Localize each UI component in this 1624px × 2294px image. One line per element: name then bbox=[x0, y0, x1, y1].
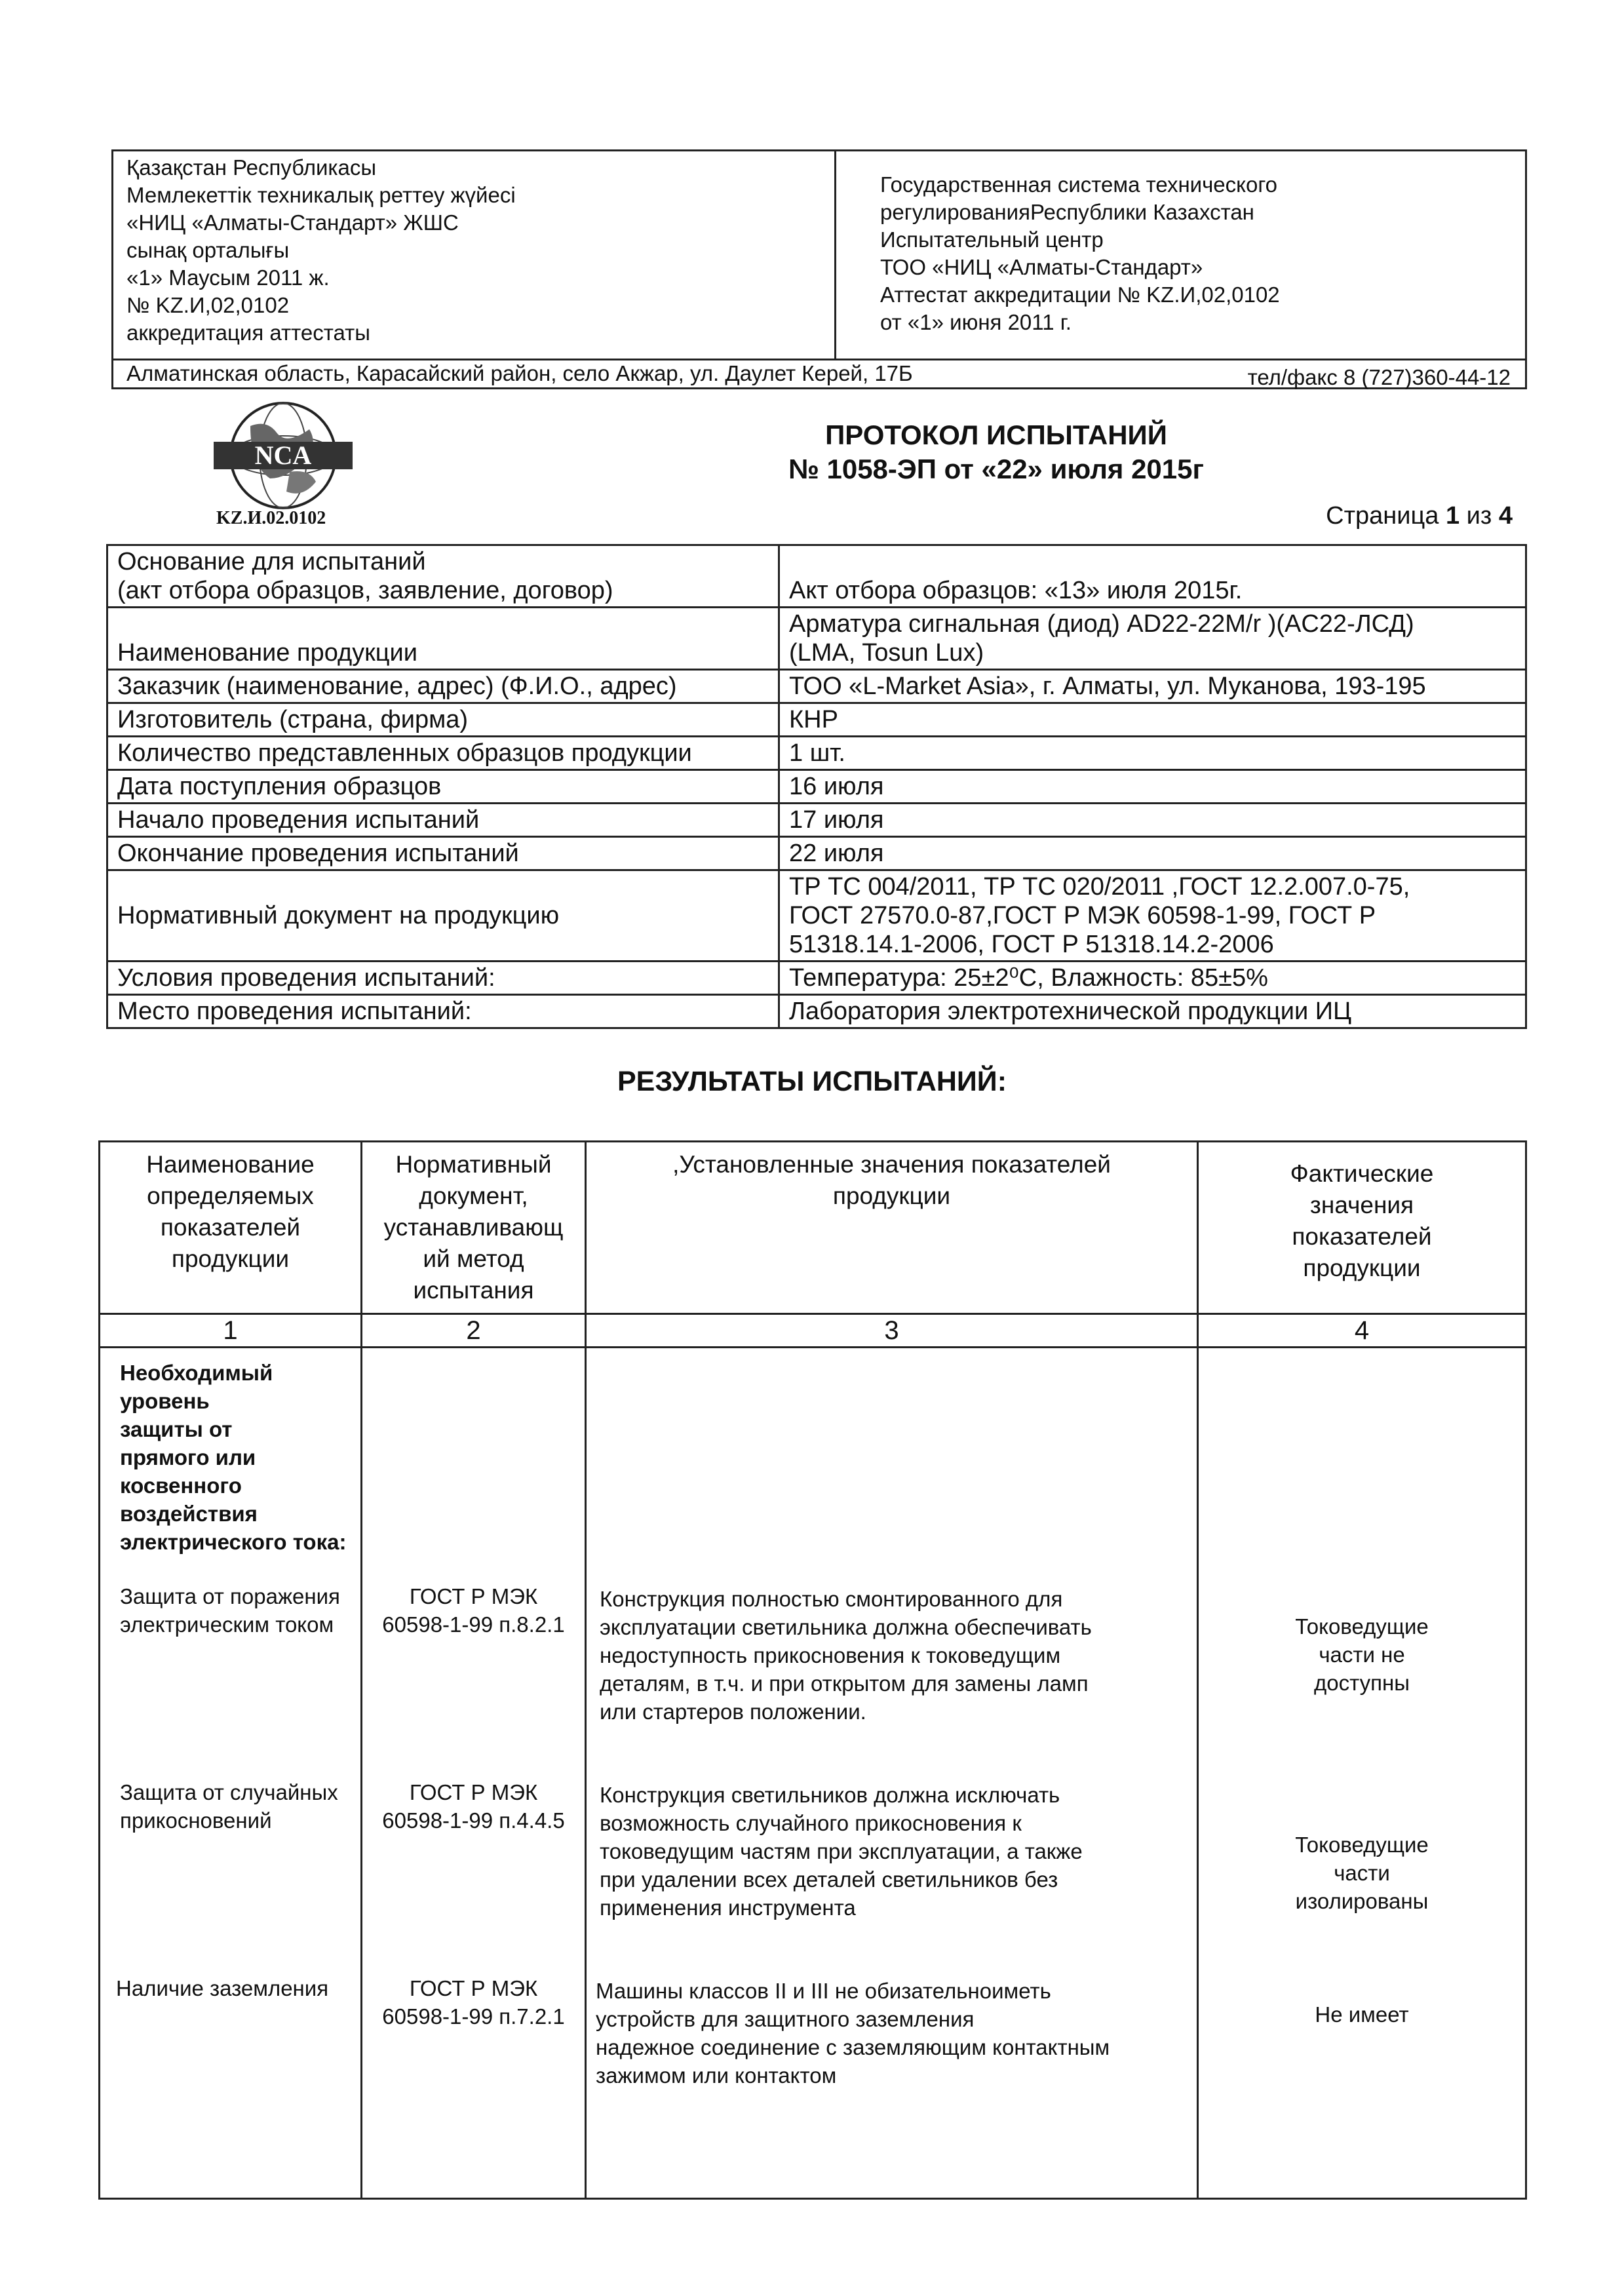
actual-value: Токоведущие части не доступны bbox=[1198, 1576, 1526, 1726]
indicator-name: Защита от случайных прикосновений bbox=[100, 1726, 362, 1922]
info-label: Дата поступления образцов bbox=[107, 770, 779, 804]
header-left-line: аккредитация аттестаты bbox=[126, 321, 370, 345]
protocol-title: ПРОТОКОЛ ИСПЫТАНИЙ bbox=[825, 419, 1167, 450]
info-label: Изготовитель (страна, фирма) bbox=[107, 703, 779, 737]
info-row bbox=[107, 837, 1526, 870]
header-right-line: Аттестат аккредитации № KZ.И,02,0102 bbox=[880, 282, 1280, 307]
svg-text:NCA: NCA bbox=[254, 440, 312, 470]
page-total: 4 bbox=[1498, 502, 1513, 530]
info-value: 16 июля bbox=[779, 770, 1526, 804]
globe-icon bbox=[204, 400, 362, 511]
info-value: 22 июля bbox=[779, 837, 1526, 870]
table-row bbox=[100, 1576, 1526, 1726]
info-row bbox=[107, 995, 1526, 1028]
column-number: 2 bbox=[362, 1314, 586, 1348]
results-number-row bbox=[100, 1314, 1526, 1348]
header-divider bbox=[834, 151, 836, 359]
info-label: Нормативный документ на продукцию bbox=[107, 870, 779, 962]
header-left-line: сынақ орталығы bbox=[126, 238, 290, 262]
info-label: Наименование продукции bbox=[107, 608, 779, 670]
info-value: Акт отбора образцов: «13» июля 2015г. bbox=[779, 545, 1526, 608]
column-number: 3 bbox=[586, 1314, 1198, 1348]
results-table bbox=[98, 1140, 1527, 2200]
info-label: Основание для испытаний (акт отбора образцов, заявление, договор) bbox=[107, 545, 779, 608]
info-row bbox=[107, 962, 1526, 995]
page-indicator bbox=[1326, 502, 1513, 530]
column-number: 1 bbox=[100, 1314, 362, 1348]
header-left-line: № KZ.И,02,0102 bbox=[126, 293, 290, 317]
actual-value: Не имеет bbox=[1198, 1922, 1526, 2199]
info-value: Арматура сигнальная (диод) AD22-22M/r )(AC22-ЛСД) (LMA, Tosun Lux) bbox=[779, 608, 1526, 670]
requirement-text: Машины классов II и III не обизательноиметь устройств для защитного заземления надежное соединение с заземляющим контактным зажимом или контактом bbox=[586, 1922, 1198, 2199]
section-heading-row bbox=[100, 1348, 1526, 1576]
table-row bbox=[100, 1922, 1526, 2199]
header-right-line: регулированияРеспублики Казахстан bbox=[880, 200, 1254, 224]
requirement-text: Конструкция полностью смонтированного для эксплуатации светильника должна обеспечивать недоступность прикосновения к токоведущим деталям, в т.ч. и при открытом для замены ламп или стартеров положении. bbox=[586, 1576, 1198, 1726]
header-right-line: ТОО «НИЦ «Алматы-Стандарт» bbox=[880, 255, 1203, 279]
header-left-line: Қазақстан Республикасы bbox=[126, 155, 377, 180]
header-right-line: от «1» июня 2011 г. bbox=[880, 310, 1072, 334]
header-right-line: Испытательный центр bbox=[880, 227, 1104, 252]
info-label: Место проведения испытаний: bbox=[107, 995, 779, 1028]
results-title: РЕЗУЛЬТАТЫ ИСПЫТАНИЙ: bbox=[617, 1066, 1007, 1097]
test-method-doc: ГОСТ Р МЭК 60598-1-99 п.4.4.5 bbox=[362, 1726, 586, 1922]
results-header-cell: Фактические значения показателей продукции bbox=[1198, 1142, 1526, 1314]
results-header-cell: ,Установленные значения показателей продукции bbox=[586, 1142, 1198, 1314]
nca-logo bbox=[204, 400, 362, 511]
page-current: 1 bbox=[1445, 502, 1460, 530]
info-label: Начало проведения испытаний bbox=[107, 804, 779, 837]
info-label: Окончание проведения испытаний bbox=[107, 837, 779, 870]
header-block bbox=[111, 149, 1527, 389]
results-header-cell: Нормативный документ, устанавливающ ий метод испытания bbox=[362, 1142, 586, 1314]
info-value: ТОО «L-Market Asia», г. Алматы, ул. Муканова, 193-195 bbox=[779, 670, 1526, 703]
header-left-line: Мемлекеттік техникалық реттеу жүйесі bbox=[126, 183, 516, 207]
header-address: Алматинская область, Карасайский район, село Акжар, ул. Даулет Керей, 17Б bbox=[126, 361, 913, 385]
results-header-row bbox=[100, 1142, 1526, 1314]
page-indicator-sep: из bbox=[1460, 502, 1499, 530]
info-row bbox=[107, 545, 1526, 608]
header-left-line: «1» Маусым 2011 ж. bbox=[126, 265, 330, 290]
info-value: 1 шт. bbox=[779, 737, 1526, 770]
indicator-name: Наличие заземления bbox=[100, 1922, 362, 2199]
protocol-number: № 1058-ЭП от «22» июля 2015г bbox=[788, 454, 1205, 484]
info-table bbox=[106, 544, 1527, 1029]
info-value: 17 июля bbox=[779, 804, 1526, 837]
test-method-doc: ГОСТ Р МЭК 60598-1-99 п.8.2.1 bbox=[362, 1576, 586, 1726]
header-right-line: Государственная система технического bbox=[880, 172, 1277, 197]
info-label: Заказчик (наименование, адрес) (Ф.И.О., адрес) bbox=[107, 670, 779, 703]
requirement-text: Конструкция светильников должна исключать возможность случайного прикосновения к токоведущим частям при эксплуатации, а также при удалении всех деталей светильников без применения инструмента bbox=[586, 1726, 1198, 1922]
header-left bbox=[126, 154, 828, 347]
header-phone: тел/факс 8 (727)360-44-12 bbox=[1247, 365, 1511, 389]
page-indicator-prefix: Страница bbox=[1326, 502, 1446, 530]
info-row bbox=[107, 804, 1526, 837]
info-row bbox=[107, 737, 1526, 770]
actual-value: Токоведущие части изолированы bbox=[1198, 1726, 1526, 1922]
info-value: ТР ТС 004/2011, ТР ТС 020/2011 ,ГОСТ 12.2.007.0-75, ГОСТ 27570.0-87,ГОСТ Р МЭК 60598-1-99, ГОСТ Р 51318.14.1-2006, ГОСТ Р 51318.14.2-2006 bbox=[779, 870, 1526, 962]
info-value: Температура: 25±2⁰С, Влажность: 85±5% bbox=[779, 962, 1526, 995]
logo-caption: KZ.И.02.0102 bbox=[216, 508, 326, 528]
info-value: Лаборатория электротехнической продукции ИЦ bbox=[779, 995, 1526, 1028]
test-method-doc: ГОСТ Р МЭК 60598-1-99 п.7.2.1 bbox=[362, 1922, 586, 2199]
info-label: Условия проведения испытаний: bbox=[107, 962, 779, 995]
info-row bbox=[107, 770, 1526, 804]
info-row bbox=[107, 870, 1526, 962]
results-header-cell: Наименование определяемых показателей продукции bbox=[100, 1142, 362, 1314]
info-row bbox=[107, 670, 1526, 703]
info-label: Количество представленных образцов продукции bbox=[107, 737, 779, 770]
section-heading: Необходимый уровень защиты от прямого или косвенного воздействия электрического тока: bbox=[100, 1348, 362, 1576]
header-right bbox=[880, 171, 1509, 336]
info-row bbox=[107, 608, 1526, 670]
info-value: КНР bbox=[779, 703, 1526, 737]
column-number: 4 bbox=[1198, 1314, 1526, 1348]
header-left-line: «НИЦ «Алматы-Стандарт» ЖШС bbox=[126, 210, 459, 235]
indicator-name: Защита от поражения электрическим током bbox=[100, 1576, 362, 1726]
table-row bbox=[100, 1726, 1526, 1922]
info-row bbox=[107, 703, 1526, 737]
